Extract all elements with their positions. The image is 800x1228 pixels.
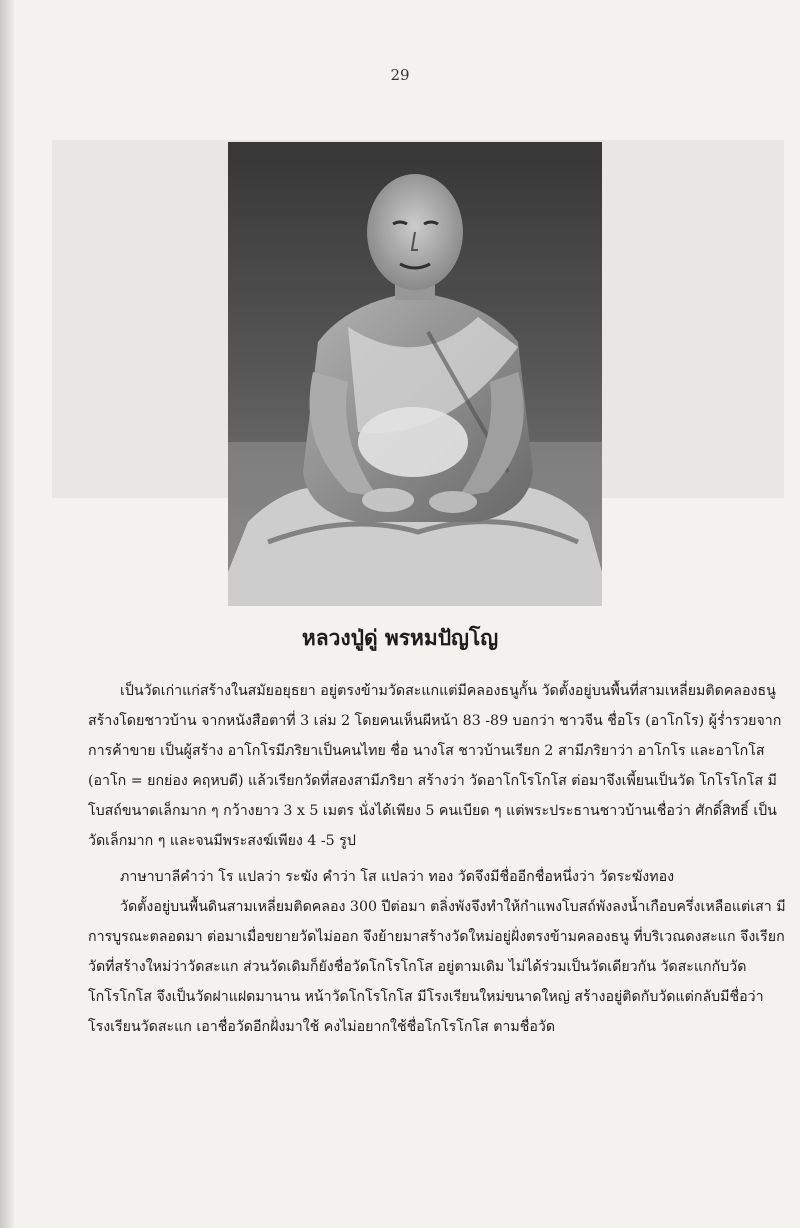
page-number: 29 <box>390 66 410 84</box>
page-edge <box>0 0 14 1228</box>
portrait-illustration <box>228 142 602 606</box>
photo-caption: หลวงปู่ดู่ พรหมปัญโญ <box>301 625 499 650</box>
monk-portrait-photo <box>228 142 602 606</box>
paragraph: เป็นวัดเก่าแก่สร้างในสมัยอยุธยา อยู่ตรงข้ามวัดสะแกแต่มีคลองธนูกั้น วัดตั้งอยู่บนพื้นที่สามเหลี่ยมติดคลองธนู สร้างโดยชาวบ้าน จากหนังสือตาที่ 3 เล่ม 2 โดยคนเห็นผีหน้า 83 -89 บอกว่า ชาวจีน ชื่อโร (อาโกโร) ผู้ร่ำรวยจากการค้าขาย เป็นผู้สร้าง อาโกโรมีภริยาเป็นคนไทย ชื่อ นางโส ชาวบ้านเรียก 2 สามีภริยาว่า อาโกโร และอาโกโส (อาโก = ยกย่อง คฤหบดี) แล้วเรียกวัดที่สองสามีภริยา สร้างว่า วัดอาโกโรโกโส ต่อมาจึงเพี้ยนเป็นวัด โกโรโกโส มีโบสถ์ขนาดเล็กมาก ๆ กว้างยาว 3 x 5 เมตร นั่งได้เพียง 5 คนเบียด ๆ แต่พระประธานชาวบ้านเชื่อว่า ศักดิ์สิทธิ์ เป็นวัดเล็กมาก ๆ และจนมีพระสงฆ์เพียง 4 -5 รูป <box>88 683 782 849</box>
paragraph: วัดตั้งอยู่บนพื้นดินสามเหลี่ยมติดคลอง 300 ปีต่อมา ตลิ่งพังจึงทำให้กำแพงโบสถ์พังลงน้ำเกือบครึ่งเหลือแต่เสา มีการบูรณะตลอดมา ต่อมาเมื่อขยายวัดไม่ออก จึงย้ายมาสร้างวัดใหม่อยู่ฝั่งตรงข้ามคลองธนู ที่บริเวณดงสะแก จึงเรียกวัดที่สร้างใหม่ว่าวัดสะแก ส่วนวัดเดิมก็ยังชื่อวัดโกโรโกโส อยู่ตามเดิม ไม่ได้ร่วมเป็นวัดเดียวกัน วัดสะแกกับวัดโกโรโกโส จึงเป็นวัดฝาแฝดมานาน หน้าวัดโกโรโกโส มีโรงเรียนใหม่ขนาดใหญ่ สร้างอยู่ติดกับวัดแต่กลับมีชื่อว่า โรงเรียนวัดสะแก เอาชื่อวัดอีกฝั่งมาใช้ คงไม่อยากใช้ชื่อโกโรโกโส ตามชื่อวัด <box>88 899 786 1035</box>
article-body <box>88 676 788 1042</box>
paragraph: ภาษาบาลีคำว่า โร แปลว่า ระฆัง คำว่า โส แปลว่า ทอง วัดจึงมีชื่ออีกชื่อหนึ่งว่า วัดระฆังทอง <box>120 869 675 885</box>
